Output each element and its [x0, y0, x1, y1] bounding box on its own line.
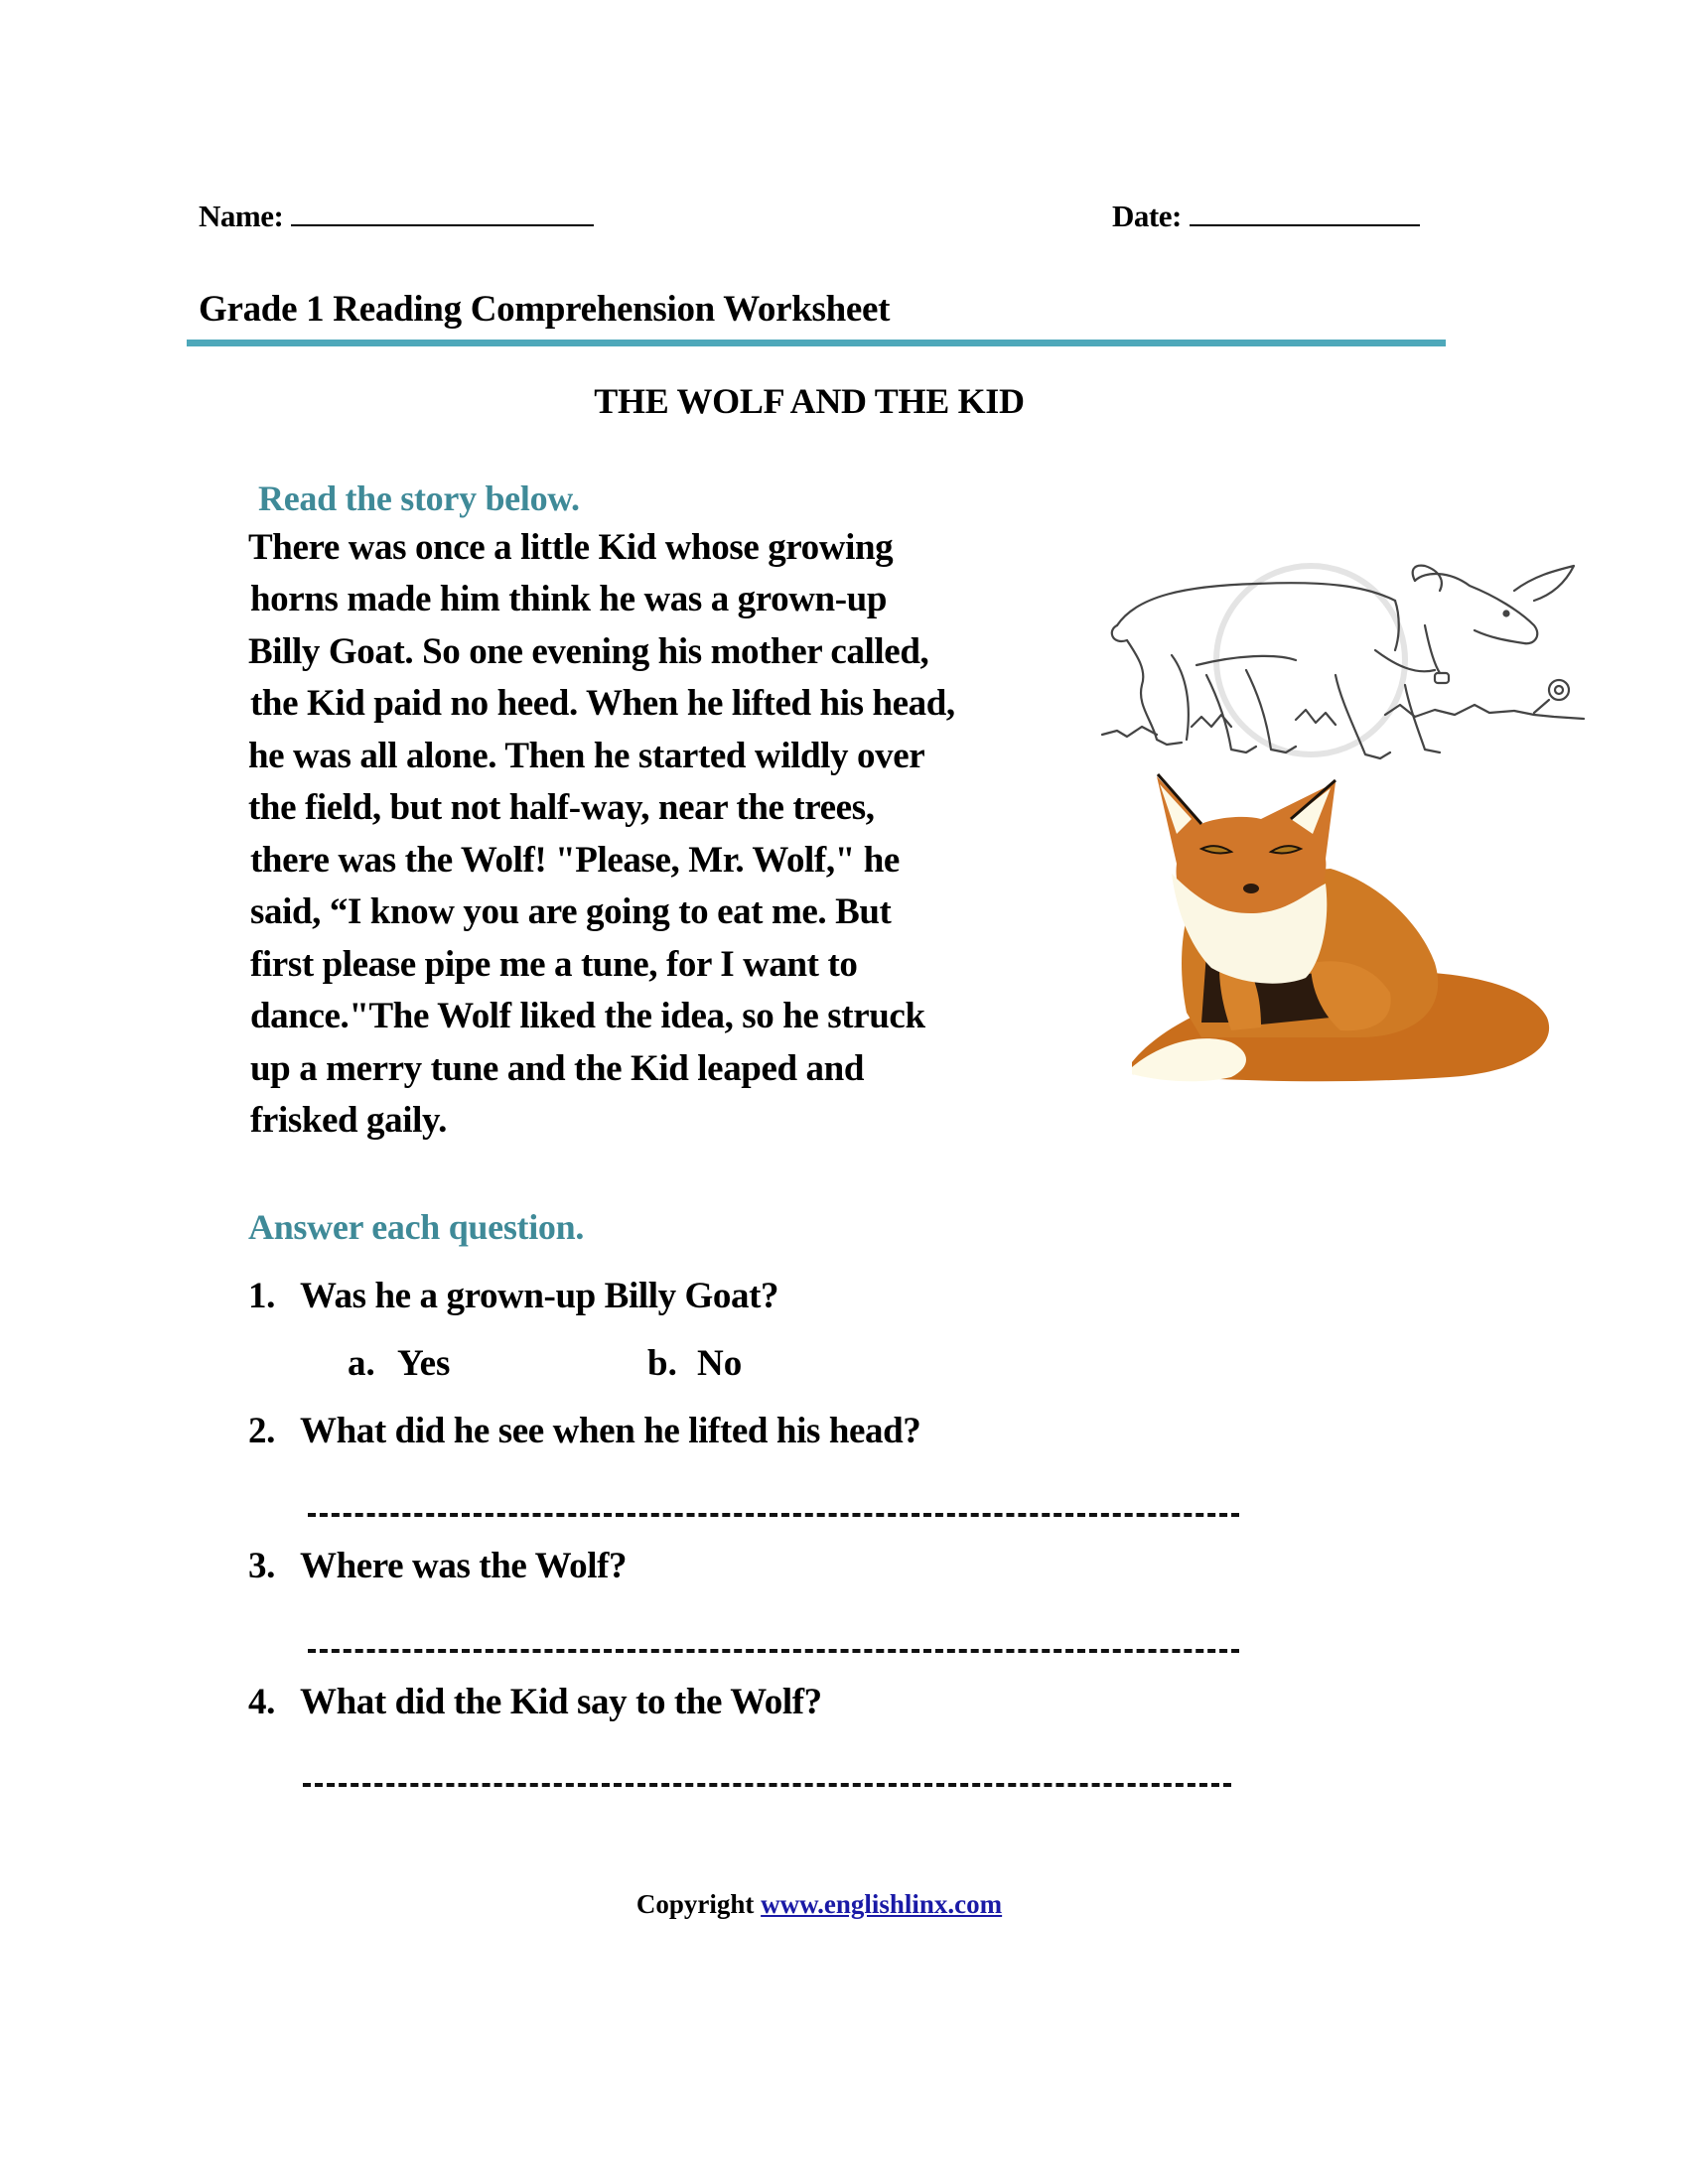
option-label: No	[697, 1343, 743, 1384]
question-number: 2.	[248, 1411, 275, 1451]
story-line: up a merry tune and the Kid leaped and	[250, 1048, 864, 1089]
read-instruction: Read the story below.	[258, 478, 580, 518]
story-line: first please pipe me a tune, for I want to	[250, 944, 858, 985]
story-line: there was the Wolf! "Please, Mr. Wolf," he	[250, 840, 900, 881]
story-line: There was once a little Kid whose growing	[248, 527, 894, 568]
story-line: he was all alone. Then he started wildly over	[248, 736, 925, 776]
date-label: Date:	[1112, 199, 1182, 233]
story-line: the Kid paid no heed. When he lifted his head,	[250, 683, 955, 724]
name-blank[interactable]	[291, 223, 594, 226]
name-field	[199, 199, 594, 234]
option-a[interactable]	[348, 1342, 450, 1385]
fox-icon	[1092, 764, 1559, 1092]
option-letter: b.	[647, 1343, 677, 1384]
question-text: Was he a grown-up Billy Goat?	[300, 1276, 779, 1316]
answer-line-2[interactable]	[308, 1513, 1239, 1517]
story-title: THE WOLF AND THE KID	[594, 381, 1025, 421]
date-blank[interactable]	[1190, 223, 1420, 226]
copyright-footer	[0, 1889, 1638, 1920]
story-line: horns made him think he was a grown-up	[250, 579, 888, 619]
question-number: 4.	[248, 1682, 275, 1722]
goat-icon	[1097, 556, 1589, 779]
goat-illustration	[1097, 556, 1589, 779]
story-line: dance."The Wolf liked the idea, so he struck	[250, 996, 925, 1036]
option-letter: a.	[348, 1343, 375, 1384]
title-divider	[187, 340, 1446, 346]
question-number: 1.	[248, 1276, 275, 1316]
question-3	[248, 1545, 627, 1587]
story-line: the field, but not half-way, near the trees,	[248, 787, 875, 828]
option-b[interactable]	[647, 1342, 742, 1385]
question-text: Where was the Wolf?	[300, 1546, 628, 1586]
name-label: Name:	[199, 199, 284, 233]
englishlinx-link[interactable]: www.englishlinx.com	[761, 1889, 1003, 1919]
copyright-label: Copyright	[635, 1889, 755, 1919]
option-label: Yes	[397, 1343, 451, 1384]
story-line: Billy Goat. So one evening his mother called,	[248, 631, 929, 672]
worksheet-title: Grade 1 Reading Comprehension Worksheet	[199, 289, 891, 330]
date-field	[1112, 199, 1420, 234]
answer-line-3[interactable]	[308, 1649, 1239, 1653]
question-4	[248, 1681, 822, 1723]
answer-instruction: Answer each question.	[248, 1207, 585, 1247]
question-2	[248, 1410, 920, 1452]
answer-line-4[interactable]	[303, 1783, 1231, 1787]
story-line: said, “I know you are going to eat me. But	[250, 891, 892, 932]
question-text: What did he see when he lifted his head?	[300, 1411, 921, 1451]
question-1	[248, 1275, 778, 1317]
question-number: 3.	[248, 1546, 275, 1586]
fox-illustration	[1092, 764, 1559, 1092]
question-text: What did the Kid say to the Wolf?	[300, 1682, 822, 1722]
story-line: frisked gaily.	[250, 1100, 447, 1141]
